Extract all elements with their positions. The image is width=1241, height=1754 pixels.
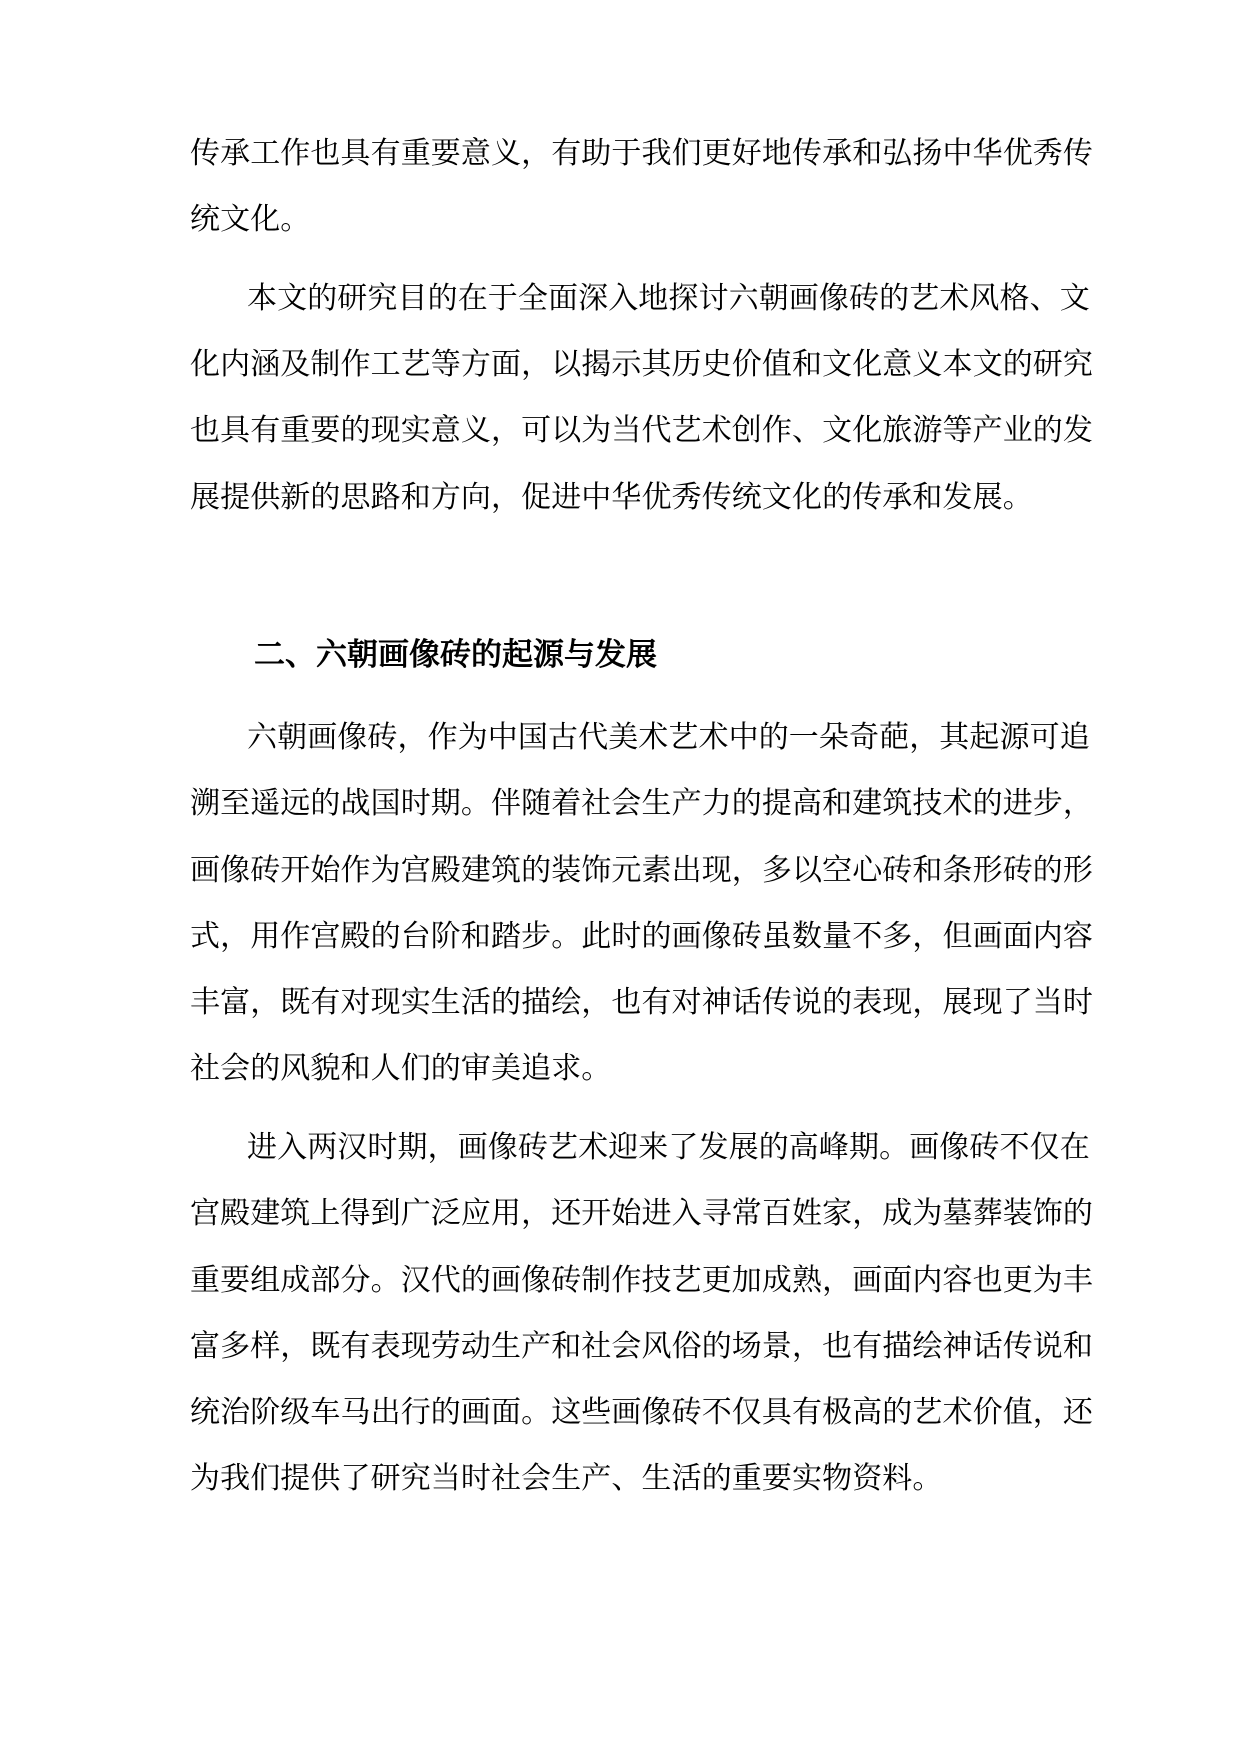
paragraph-2-line-4: 展提供新的思路和方向，促进中华优秀传统文化的传承和发展。 bbox=[190, 480, 1033, 515]
paragraph-2-line-1: 本文的研究目的在于全面深入地探讨六朝画像砖的艺术风格、文 bbox=[247, 281, 1090, 316]
section-paragraph-2-line-5: 统治阶级车马出行的画面。这些画像砖不仅具有极高的艺术价值，还 bbox=[190, 1395, 1093, 1430]
section-paragraph-1-line-4: 式，用作宫殿的台阶和踏步。此时的画像砖虽数量不多，但画面内容 bbox=[190, 919, 1093, 954]
section-paragraph-1-line-3: 画像砖开始作为宫殿建筑的装饰元素出现，多以空心砖和条形砖的形 bbox=[190, 853, 1093, 888]
paragraph-2-line-2: 化内涵及制作工艺等方面，以揭示其历史价值和文化意义本文的研究 bbox=[190, 347, 1093, 382]
paragraph-1-line-1: 传承工作也具有重要意义，有助于我们更好地传承和弘扬中华优秀传 bbox=[190, 136, 1093, 171]
section-paragraph-1-line-5: 丰富，既有对现实生活的描绘，也有对神话传说的表现，展现了当时 bbox=[190, 985, 1093, 1020]
section-paragraph-2-line-6: 为我们提供了研究当时社会生产、生活的重要实物资料。 bbox=[190, 1461, 943, 1496]
section-paragraph-1-line-2: 溯至遥远的战国时期。伴随着社会生产力的提高和建筑技术的进步， bbox=[190, 786, 1093, 821]
section-paragraph-2-line-3: 重要组成部分。汉代的画像砖制作技艺更加成熟，画面内容也更为丰 bbox=[190, 1263, 1093, 1298]
paragraph-1-line-2: 统文化。 bbox=[190, 202, 311, 237]
section-heading: 二、六朝画像砖的起源与发展 bbox=[254, 637, 657, 673]
section-paragraph-2-line-4: 富多样，既有表现劳动生产和社会风俗的场景，也有描绘神话传说和 bbox=[190, 1329, 1093, 1364]
paragraph-2-line-3: 也具有重要的现实意义，可以为当代艺术创作、文化旅游等产业的发 bbox=[190, 413, 1093, 448]
section-paragraph-2-line-2: 宫殿建筑上得到广泛应用，还开始进入寻常百姓家，成为墓葬装饰的 bbox=[190, 1196, 1093, 1231]
section-paragraph-2-line-1: 进入两汉时期，画像砖艺术迎来了发展的高峰期。画像砖不仅在 bbox=[247, 1130, 1090, 1165]
section-paragraph-1-line-1: 六朝画像砖，作为中国古代美术艺术中的一朵奇葩，其起源可追 bbox=[247, 720, 1090, 755]
section-paragraph-1-line-6: 社会的风貌和人们的审美追求。 bbox=[190, 1051, 612, 1086]
